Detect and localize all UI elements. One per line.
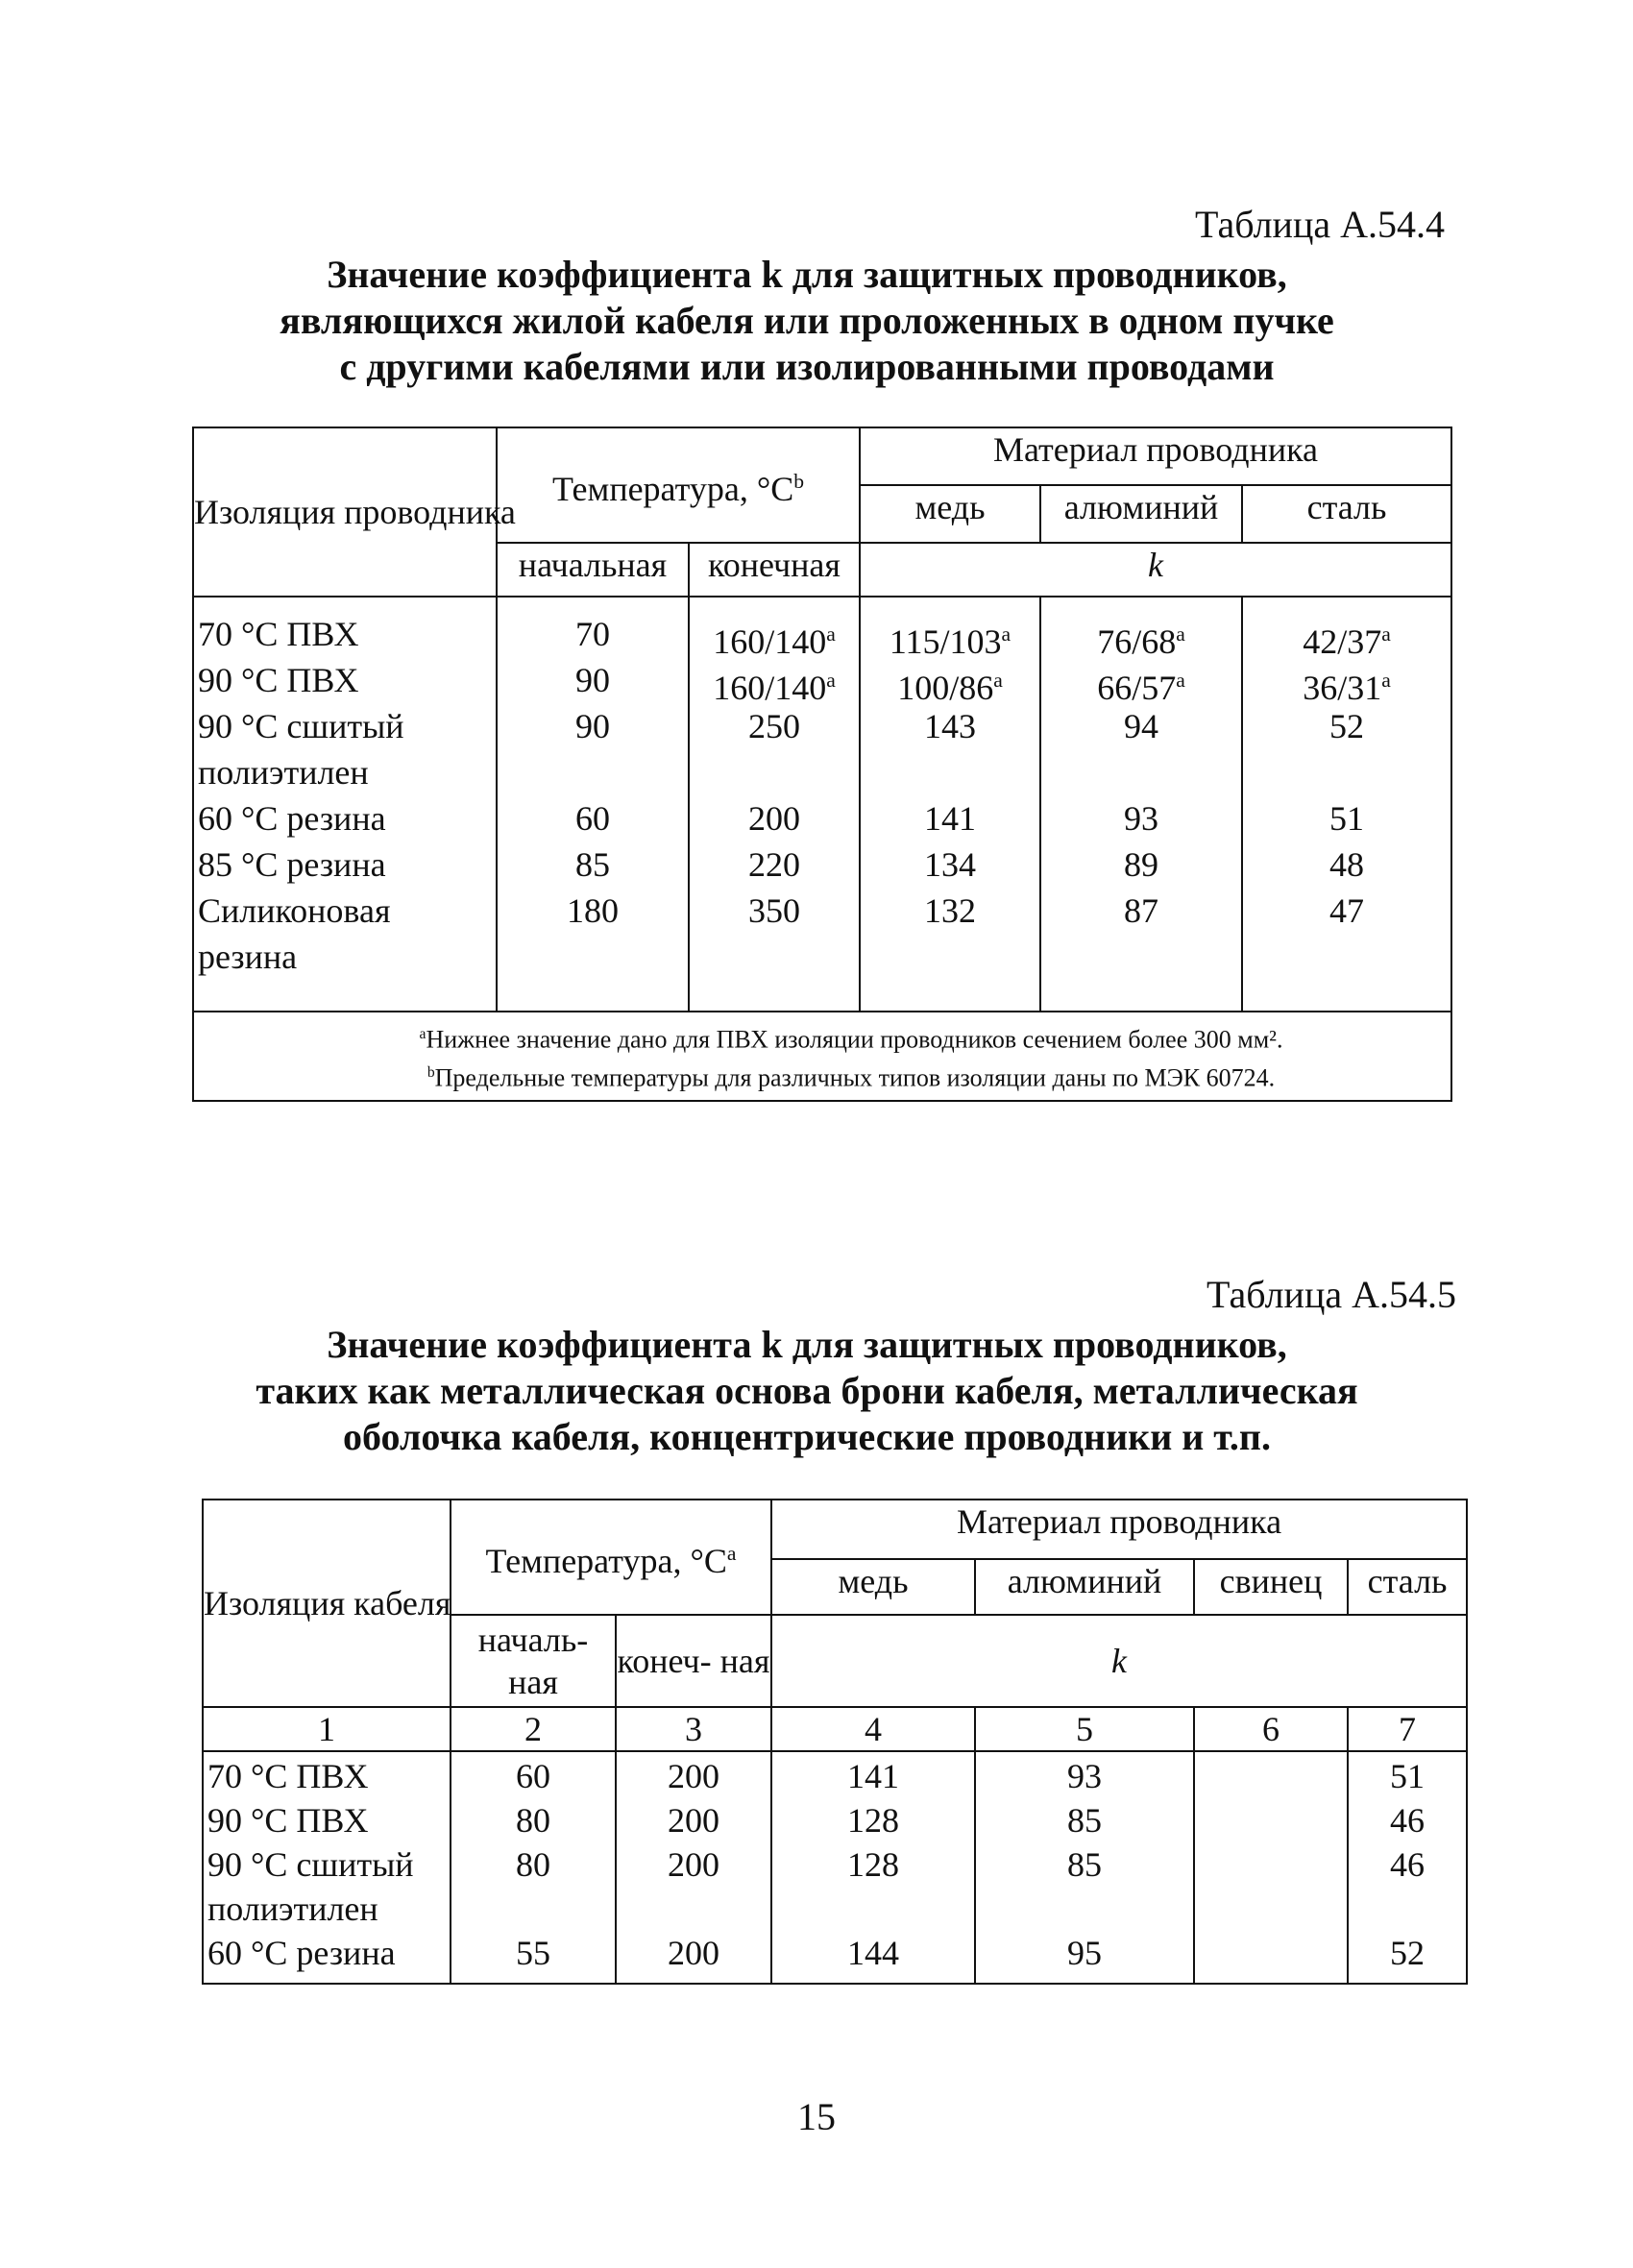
table2-cell: 128 (847, 1845, 900, 1884)
table1-cell: 115/103$^a$ (889, 622, 1011, 661)
table1-header-aluminium: алюминий (1040, 485, 1242, 543)
table2-cell: 70 °С ПВХ (207, 1757, 369, 1795)
table2-title-line: оболочка кабеля, концентрические проводники и т.п. (343, 1415, 1271, 1458)
table1-cell: 134 (924, 845, 976, 884)
table1-cell: 132 (924, 891, 976, 930)
table2-col-aluminium (975, 1751, 1194, 1984)
table1-title-line: с другими кабелями или изолированными проводами (339, 345, 1275, 388)
table1-cell: 141 (924, 799, 976, 838)
table2-label: Таблица А.54.5 (1206, 1273, 1456, 1316)
table2-cell: 90 °С ПВХ (207, 1801, 369, 1840)
table2-title (144, 1322, 1470, 1460)
table1-title (144, 252, 1470, 390)
table1-cell: 60 °С резина (198, 799, 386, 838)
page-number: 15 (797, 2095, 836, 2138)
table2-cell: 90 °С сшитый полиэтилен (207, 1845, 414, 1928)
table1-cell: 90 (575, 661, 610, 699)
table1-cell: 89 (1124, 845, 1158, 884)
table1-cell: 250 (748, 707, 800, 745)
table1-cell: 94 (1124, 707, 1158, 745)
table2-cell: 128 (847, 1801, 900, 1840)
table2-header-k: k (771, 1615, 1467, 1707)
table2-col-number: 1 (203, 1707, 451, 1751)
table2-header-steel: сталь (1348, 1559, 1467, 1615)
table1-footnotes (193, 1012, 1451, 1101)
table1-col-initial (497, 597, 689, 1012)
table1-footnote-a: $^a$Нижнее значение дано для ПВХ изоляции проводников сечением более 300 мм². (419, 1025, 1283, 1054)
table1-header-k: k (860, 543, 1451, 597)
table1-cell: 85 (575, 845, 610, 884)
table2-header-final: конеч- ная (616, 1615, 771, 1707)
table1-header-material: Материал проводника (860, 427, 1451, 485)
table1-cell: 90 °С ПВХ (198, 661, 359, 699)
table2-cell: 46 (1390, 1845, 1426, 1884)
table2-cell: 46 (1390, 1801, 1426, 1840)
table2-cell: 51 (1390, 1757, 1426, 1795)
table2-cell (1195, 1798, 1347, 1842)
table1-cell: Силиконовая резина (198, 891, 391, 976)
table2-cell: 52 (1390, 1934, 1426, 1972)
table2-cell (1195, 1754, 1347, 1798)
table2-cell: 200 (668, 1757, 719, 1795)
table2 (202, 1499, 1468, 1985)
table1-cell: 42/37$^a$ (1303, 622, 1391, 661)
table2-col-copper (771, 1751, 975, 1984)
table1-cell: 100/86$^a$ (897, 669, 1003, 707)
table1-cell: 85 °С резина (198, 845, 386, 884)
table2-header-aluminium: алюминий (975, 1559, 1194, 1615)
table2-cell: 141 (847, 1757, 900, 1795)
table2-header-insulation: Изоляция кабеля (203, 1500, 451, 1707)
table1-cell: 66/57$^a$ (1097, 669, 1185, 707)
table2-cell: 200 (668, 1934, 719, 1972)
table2-cell (1195, 1931, 1347, 1975)
table2-title-line: таких как металлическая основа брони кабеля, металлическая (256, 1369, 1358, 1412)
table2-col-number: 5 (975, 1707, 1194, 1751)
table1-cell: 93 (1124, 799, 1158, 838)
table1-header-steel: сталь (1242, 485, 1451, 543)
table2-title-line: Значение коэффициента k для защитных проводников, (327, 1323, 1287, 1366)
table2-cell: 200 (668, 1845, 719, 1884)
table1-col-aluminium (1040, 597, 1242, 1012)
table1-cell: 143 (924, 707, 976, 745)
table1-cell: 200 (748, 799, 800, 838)
table2-cell: 60 (516, 1757, 550, 1795)
table1-cell: 160/140$^a$ (713, 622, 836, 661)
table1-header-initial: начальная (497, 543, 689, 597)
table2-cell: 80 (516, 1801, 550, 1840)
table2-col-number: 2 (451, 1707, 616, 1751)
table1-cell: 87 (1124, 891, 1158, 930)
table2-cell: 60 °С резина (207, 1934, 396, 1972)
table2-header-temperature: Температура, $^\circ С^a$ (451, 1500, 771, 1615)
table2-cell: 93 (1067, 1757, 1103, 1795)
table1-header-temperature: Температура, $^\circ С^b$ (497, 427, 860, 543)
table2-col-number: 4 (771, 1707, 975, 1751)
table1-cell: 36/31$^a$ (1303, 669, 1391, 707)
table2-header-copper: медь (771, 1559, 975, 1615)
table1-header-insulation: Изоляция проводника (193, 427, 497, 597)
table2-col-number: 3 (616, 1707, 771, 1751)
table1-cell: 48 (1329, 845, 1364, 884)
table1-cell: 70 (575, 615, 610, 653)
table2-header-material: Материал проводника (771, 1500, 1467, 1559)
table2-header-lead: свинец (1194, 1559, 1348, 1615)
table1-cell: 90 (575, 707, 610, 745)
table1-cell: 47 (1329, 891, 1364, 930)
table2-cell: 80 (516, 1845, 550, 1884)
table1-col-steel (1242, 597, 1451, 1012)
table1-label: Таблица А.54.4 (1195, 203, 1445, 246)
table2-col-final (616, 1751, 771, 1984)
table2-col-number: 6 (1194, 1707, 1348, 1751)
table1-cell: 90 °С сшитый полиэтилен (198, 707, 404, 792)
table2-cell: 144 (847, 1934, 900, 1972)
table1-cell: 160/140$^a$ (713, 669, 836, 707)
table1-cell: 350 (748, 891, 800, 930)
table1-cell: 76/68$^a$ (1097, 622, 1185, 661)
table2-col-insulation (203, 1751, 451, 1984)
table2-cell: 85 (1067, 1845, 1103, 1884)
table1-title-line: являющихся жилой кабеля или проложенных в одном пучке (280, 299, 1334, 342)
table1-cell: 180 (567, 891, 619, 930)
table1-header-copper: медь (860, 485, 1040, 543)
table1-header-final: конечная (689, 543, 860, 597)
table1-title-line: Значение коэффициента k для защитных проводников, (327, 253, 1287, 296)
table1-footnote-b: $^b$Предельные температуры для различных типов изоляции даны по МЭК 60724. (427, 1063, 1276, 1092)
table1-cell: 60 (575, 799, 610, 838)
table2-header-initial: началь- ная (451, 1615, 616, 1707)
table2-cell: 55 (516, 1934, 550, 1972)
table2-cell: 85 (1067, 1801, 1103, 1840)
table2-col-number: 7 (1348, 1707, 1467, 1751)
table2-cell: 95 (1067, 1934, 1103, 1972)
table1-col-copper (860, 597, 1040, 1012)
table2-col-initial (451, 1751, 616, 1984)
table2-cell: 200 (668, 1801, 719, 1840)
table1-cell: 51 (1329, 799, 1364, 838)
table1 (192, 427, 1452, 1102)
table1-col-insulation (193, 597, 497, 1012)
table1-cell: 52 (1329, 707, 1364, 745)
table1-cell: 70 °С ПВХ (198, 615, 359, 653)
table1-col-final (689, 597, 860, 1012)
table1-cell: 220 (748, 845, 800, 884)
table2-col-steel (1348, 1751, 1467, 1984)
table2-cell (1195, 1842, 1347, 1931)
table2-col-lead (1194, 1751, 1348, 1984)
